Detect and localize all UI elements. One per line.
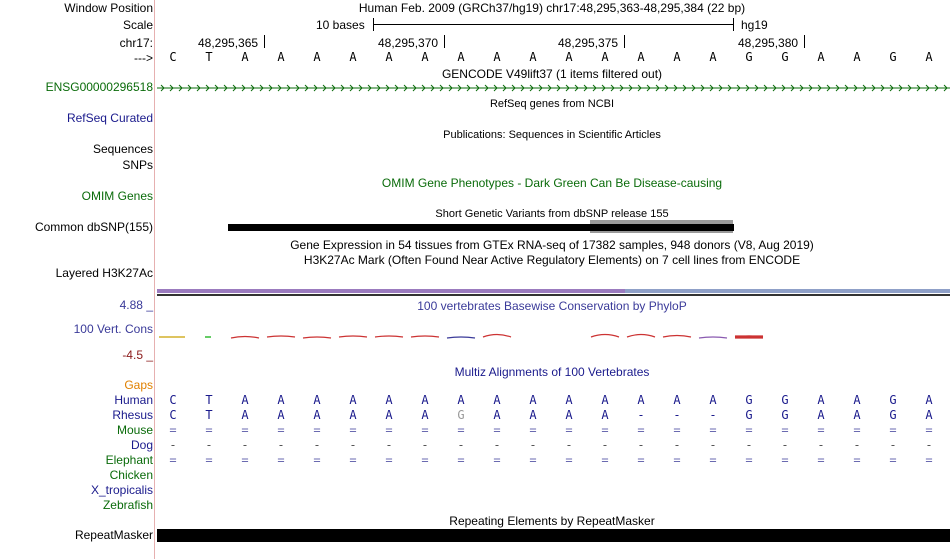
layered-h3k27ac-label[interactable]: Layered H3K27Ac (55, 266, 153, 280)
reference-base: A (565, 50, 573, 64)
rhesus-base: A (565, 408, 573, 422)
reference-base: A (493, 50, 501, 64)
reference-base: G (889, 50, 897, 64)
dog-base: - (745, 438, 753, 452)
phylop-mark-11 (591, 335, 619, 338)
elephant-base: = (745, 453, 753, 467)
phylop-min-label: -4.5 _ (122, 348, 153, 362)
gencode-gene-line[interactable] (157, 81, 950, 95)
elephant-base: = (277, 453, 285, 467)
assembly-position-text: Human Feb. 2009 (GRCh37/hg19) chr17:48,295,363-48,295,384 (22 bp) (358, 1, 746, 15)
reference-base: C (169, 50, 177, 64)
phylop-mark-5 (303, 337, 331, 338)
rhesus-base: A (925, 408, 933, 422)
scale-bases-text: 10 bases (316, 18, 365, 32)
rhesus-base: C (169, 408, 177, 422)
rhesus-base: - (673, 408, 681, 422)
dog-base: - (241, 438, 249, 452)
mouse-base: = (529, 423, 537, 437)
coord-tick-1 (264, 35, 265, 48)
reference-base: A (349, 50, 357, 64)
rhesus-base: A (493, 408, 501, 422)
dbsnp-variant-bar[interactable] (228, 224, 734, 231)
gencode-item-label[interactable]: ENSG00000296518 (45, 80, 153, 94)
reference-base: G (781, 50, 789, 64)
phylop-mark-6 (339, 336, 367, 337)
alignment-row-elephant (0, 453, 950, 467)
vert-cons-label[interactable]: 100 Vert. Cons (73, 322, 153, 336)
dog-base: - (673, 438, 681, 452)
elephant-base: = (673, 453, 681, 467)
human-base: A (709, 393, 717, 407)
dog-base: - (385, 438, 393, 452)
human-base: A (565, 393, 573, 407)
alignment-row-dog (0, 438, 950, 452)
reference-base: A (817, 50, 825, 64)
mouse-base: = (565, 423, 573, 437)
alignment-row-mouse (0, 423, 950, 437)
human-base: A (241, 393, 249, 407)
h3k27ac-baseline (157, 294, 950, 296)
mouse-base: = (889, 423, 897, 437)
phylop-mark-9 (447, 337, 475, 338)
scale-bar-right-tick (733, 18, 734, 31)
human-base: G (781, 393, 789, 407)
track-label-divider (154, 0, 155, 559)
dog-base: - (853, 438, 861, 452)
phylop-max-label: 4.88 _ (119, 298, 153, 312)
mouse-base: = (745, 423, 753, 437)
elephant-base: = (385, 453, 393, 467)
rhesus-base: G (781, 408, 789, 422)
reference-base: T (205, 50, 213, 64)
dog-base: - (277, 438, 285, 452)
gencode-track-title: GENCODE V49lift37 (1 items filtered out) (441, 67, 663, 81)
elephant-base: = (457, 453, 465, 467)
dog-base: - (493, 438, 501, 452)
coord-2: 48,295,370 (378, 36, 439, 50)
mouse-base: = (349, 423, 357, 437)
dog-base: - (601, 438, 609, 452)
human-base: G (889, 393, 897, 407)
scale-bar-left-tick (373, 18, 374, 31)
reference-base: G (745, 50, 753, 64)
elephant-base: = (493, 453, 501, 467)
rhesus-base: A (421, 408, 429, 422)
scale-bar (373, 24, 733, 25)
strand-label: ---> (134, 51, 153, 65)
phylop-mark-3 (231, 337, 259, 339)
coord-tick-2 (444, 35, 445, 48)
mouse-base: = (637, 423, 645, 437)
reference-base: A (457, 50, 465, 64)
dog-base: - (313, 438, 321, 452)
reference-base: A (673, 50, 681, 64)
elephant-base: = (817, 453, 825, 467)
omim-genes-label[interactable]: OMIM Genes (81, 189, 153, 203)
mouse-base: = (709, 423, 717, 437)
dog-base: - (637, 438, 645, 452)
mouse-base: = (385, 423, 393, 437)
elephant-base: = (421, 453, 429, 467)
species-human-label: Human (114, 393, 153, 407)
dog-base: - (925, 438, 933, 452)
reference-base: A (529, 50, 537, 64)
human-base: A (925, 393, 933, 407)
mouse-base: = (601, 423, 609, 437)
reference-base: A (385, 50, 393, 64)
rhesus-base: - (709, 408, 717, 422)
human-base: C (169, 393, 177, 407)
species-rhesus-label: Rhesus (112, 408, 153, 422)
dog-base: - (709, 438, 717, 452)
repeatmasker-label[interactable]: RepeatMasker (74, 528, 153, 542)
reference-sequence-row (0, 50, 950, 64)
rhesus-base: G (745, 408, 753, 422)
mouse-base: = (421, 423, 429, 437)
rhesus-base: A (817, 408, 825, 422)
mouse-base: = (781, 423, 789, 437)
elephant-base: = (637, 453, 645, 467)
reference-base: A (925, 50, 933, 64)
human-base: A (601, 393, 609, 407)
coord-4: 48,295,380 (738, 36, 799, 50)
species-dog-label: Dog (130, 438, 153, 452)
rhesus-base: A (277, 408, 285, 422)
phylop-mark-10 (483, 335, 511, 338)
chrom-label: chr17: (119, 36, 153, 50)
dog-base: - (349, 438, 357, 452)
reference-base: A (601, 50, 609, 64)
phylop-track-title: 100 vertebrates Basewise Conservation by PhyloP (417, 299, 687, 313)
human-base: A (385, 393, 393, 407)
elephant-base: = (925, 453, 933, 467)
mouse-base: = (205, 423, 213, 437)
species-chicken-label: Chicken (109, 468, 153, 482)
human-base: A (637, 393, 645, 407)
elephant-base: = (889, 453, 897, 467)
refseq-curated-label[interactable]: RefSeq Curated (66, 111, 153, 125)
dog-base: - (781, 438, 789, 452)
reference-base: A (421, 50, 429, 64)
mouse-base: = (277, 423, 285, 437)
phylop-conservation-plot[interactable] (157, 326, 950, 346)
omim-track-title: OMIM Gene Phenotypes - Dark Green Can Be Disease-causing (381, 176, 723, 190)
mouse-base: = (817, 423, 825, 437)
repeatmasker-track-title: Repeating Elements by RepeatMasker (449, 514, 655, 528)
h3k27ac-signal-left (157, 289, 625, 293)
phylop-mark-8 (411, 336, 439, 337)
phylop-mark-12 (627, 335, 655, 338)
human-base: A (673, 393, 681, 407)
coord-tick-4 (804, 35, 805, 48)
scale-label: Scale (122, 18, 153, 32)
rhesus-base: A (601, 408, 609, 422)
rhesus-base: - (637, 408, 645, 422)
reference-base: A (277, 50, 285, 64)
coord-tick-3 (624, 35, 625, 48)
rhesus-base: A (853, 408, 861, 422)
dog-base: - (529, 438, 537, 452)
elephant-base: = (349, 453, 357, 467)
human-base: A (853, 393, 861, 407)
mouse-base: = (853, 423, 861, 437)
human-base: T (205, 393, 213, 407)
human-base: A (493, 393, 501, 407)
alignment-row-rhesus (0, 408, 950, 422)
dog-base: - (169, 438, 177, 452)
species-mouse-label: Mouse (116, 423, 153, 437)
elephant-base: = (781, 453, 789, 467)
scale-assembly-text: hg19 (741, 18, 768, 32)
refseq-track-title: RefSeq genes from NCBI (489, 98, 615, 110)
dog-base: - (565, 438, 573, 452)
sequences-label[interactable]: Sequences (92, 142, 153, 156)
rhesus-base: A (529, 408, 537, 422)
human-base: A (421, 393, 429, 407)
mouse-base: = (673, 423, 681, 437)
species-zebrafish-label: Zebrafish (102, 498, 153, 512)
phylop-mark-14 (699, 337, 727, 338)
rhesus-base: A (241, 408, 249, 422)
dbsnp-track-title: Short Genetic Variants from dbSNP release 155 (435, 208, 669, 220)
species-elephant-label: Elephant (105, 453, 153, 467)
mouse-base: = (925, 423, 933, 437)
gaps-label: Gaps (124, 378, 153, 392)
dog-base: - (205, 438, 213, 452)
rhesus-base: G (457, 408, 465, 422)
snps-label[interactable]: SNPs (122, 158, 153, 172)
common-dbsnp-label[interactable]: Common dbSNP(155) (34, 220, 153, 234)
reference-base: A (853, 50, 861, 64)
elephant-base: = (241, 453, 249, 467)
reference-base: A (241, 50, 249, 64)
mouse-base: = (457, 423, 465, 437)
elephant-base: = (313, 453, 321, 467)
publications-track-title: Publications: Sequences in Scientific Articles (443, 129, 661, 141)
elephant-base: = (565, 453, 573, 467)
multiz-track-title: Multiz Alignments of 100 Vertebrates (454, 365, 650, 379)
window-position-label: Window Position (64, 1, 153, 15)
mouse-base: = (313, 423, 321, 437)
rhesus-base: A (313, 408, 321, 422)
rhesus-base: G (889, 408, 897, 422)
human-base: A (457, 393, 465, 407)
rhesus-base: A (385, 408, 393, 422)
phylop-mark-7 (375, 336, 403, 337)
reference-base: A (313, 50, 321, 64)
rhesus-base: A (349, 408, 357, 422)
rhesus-base: T (205, 408, 213, 422)
coord-1: 48,295,365 (198, 36, 259, 50)
phylop-mark-13 (663, 336, 691, 338)
gtex-track-title: Gene Expression in 54 tissues from GTEx RNA-seq of 17382 samples, 948 donors (V8, Aug 2019) (290, 238, 814, 252)
elephant-base: = (529, 453, 537, 467)
mouse-base: = (493, 423, 501, 437)
elephant-base: = (853, 453, 861, 467)
reference-base: A (637, 50, 645, 64)
human-base: A (529, 393, 537, 407)
elephant-base: = (601, 453, 609, 467)
mouse-base: = (169, 423, 177, 437)
h3k27ac-track-title: H3K27Ac Mark (Often Found Near Active Regulatory Elements) on 7 cell lines from ENCODE (303, 253, 801, 267)
elephant-base: = (205, 453, 213, 467)
reference-base: A (709, 50, 717, 64)
species-xtropicalis-label: X_tropicalis (90, 483, 153, 497)
dog-base: - (889, 438, 897, 452)
dog-base: - (817, 438, 825, 452)
human-base: G (745, 393, 753, 407)
elephant-base: = (169, 453, 177, 467)
human-base: A (277, 393, 285, 407)
coord-3: 48,295,375 (558, 36, 619, 50)
elephant-base: = (709, 453, 717, 467)
human-base: A (349, 393, 357, 407)
mouse-base: = (241, 423, 249, 437)
dog-base: - (457, 438, 465, 452)
dog-base: - (421, 438, 429, 452)
human-base: A (313, 393, 321, 407)
h3k27ac-signal-right (625, 289, 950, 293)
human-base: A (817, 393, 825, 407)
phylop-mark-4 (267, 336, 295, 337)
repeatmasker-element-bar[interactable] (157, 529, 950, 542)
alignment-row-human (0, 393, 950, 407)
